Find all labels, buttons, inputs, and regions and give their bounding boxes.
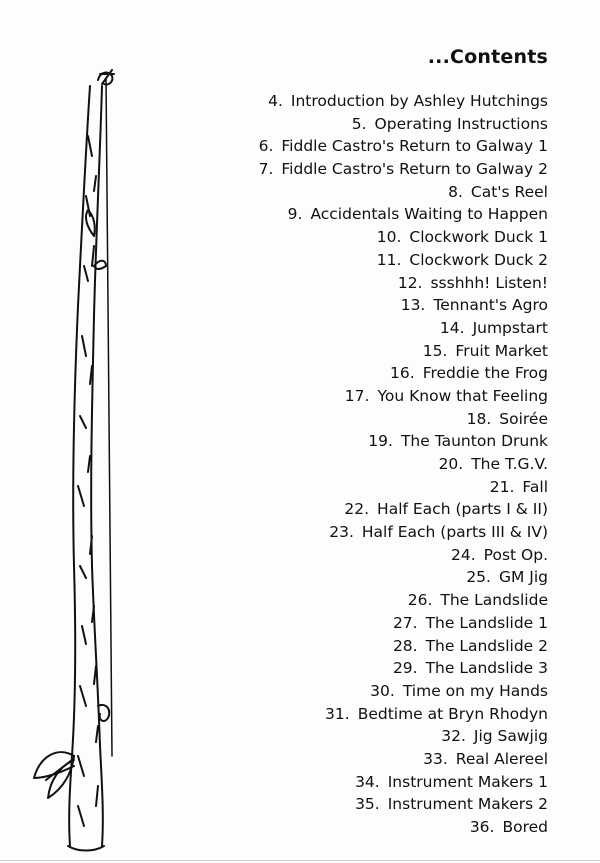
entry-title: Freddie the Frog	[422, 364, 548, 383]
entry-title: Half Each (parts I & II)	[377, 500, 548, 519]
entry-page-number: 29.	[392, 659, 418, 678]
contents-entry	[259, 748, 548, 771]
entry-title: GM Jig	[498, 568, 548, 587]
contents-entry	[259, 816, 548, 839]
entry-page-number: 36.	[469, 818, 495, 836]
entry-page-number: 8.	[448, 182, 463, 201]
entry-page-number: 35.	[355, 795, 380, 814]
contents-entry	[259, 317, 548, 340]
entry-title: The Landslide	[440, 591, 548, 610]
entry-title: ssshhh! Listen!	[430, 273, 548, 292]
entry-title: Instrument Makers 1	[387, 772, 548, 791]
entry-page-number: 9.	[287, 205, 303, 224]
entry-page-number: 7.	[258, 160, 274, 179]
contents-entry	[259, 249, 548, 272]
contents-entry	[259, 226, 548, 249]
contents-entry	[259, 498, 548, 521]
entry-title: Instrument Makers 2	[387, 795, 548, 814]
entry-title: Jumpstart	[472, 318, 548, 337]
entry-title: Post Op.	[483, 545, 548, 564]
contents-entry	[259, 385, 548, 408]
entry-page-number: 12.	[397, 273, 423, 292]
contents-entry	[259, 589, 548, 612]
contents-entry	[259, 476, 548, 499]
entry-title: Operating Instructions	[374, 114, 548, 133]
contents-entry	[259, 158, 548, 181]
entry-title: Introduction by Ashley Hutchings	[290, 92, 548, 110]
entry-page-number: 17.	[344, 386, 370, 405]
contents-entry	[259, 771, 548, 794]
entry-title: The Landslide 3	[425, 659, 548, 678]
entry-title: The Landslide 2	[425, 636, 548, 655]
entry-page-number: 34.	[355, 772, 380, 791]
entry-title: Fall	[522, 477, 548, 496]
entry-title: Soirée	[499, 409, 548, 428]
contents-entry	[259, 362, 548, 385]
entry-page-number: 15.	[422, 341, 448, 360]
contents-entry	[259, 725, 548, 748]
contents-entry	[259, 453, 548, 476]
entry-page-number: 23.	[329, 523, 354, 542]
entry-page-number: 16.	[390, 364, 415, 383]
entry-title: Fiddle Castro's Return to Galway 2	[281, 160, 548, 179]
contents-entry	[259, 113, 548, 136]
entry-page-number: 27.	[392, 613, 418, 632]
entry-title: The Landslide 1	[425, 613, 548, 632]
contents-entry	[259, 294, 548, 317]
contents-entry	[259, 703, 548, 726]
entry-page-number: 13.	[400, 296, 426, 315]
entry-title: Clockwork Duck 1	[409, 228, 548, 247]
contents-entry	[259, 90, 548, 113]
contents-entry	[259, 635, 548, 658]
contents-entry	[259, 521, 548, 544]
entry-page-number: 18.	[466, 409, 492, 428]
entry-title: The T.G.V.	[471, 455, 548, 473]
entry-page-number: 11.	[376, 250, 402, 269]
contents-entry	[259, 181, 548, 204]
contents-entry	[259, 544, 548, 567]
entry-title: Time on my Hands	[402, 681, 548, 700]
entry-title: You Know that Feeling	[377, 386, 548, 405]
entry-title: Real Alereel	[455, 749, 548, 768]
entry-page-number: 6.	[258, 137, 274, 156]
contents-list	[259, 90, 548, 839]
entry-title: The Taunton Drunk	[400, 432, 548, 451]
entry-page-number: 24.	[451, 545, 476, 564]
contents-entry	[259, 408, 548, 431]
entry-title: Cat's Reel	[470, 182, 548, 201]
entry-title: Tennant's Agro	[433, 296, 548, 315]
entry-page-number: 4.	[268, 92, 283, 110]
entry-title: Clockwork Duck 2	[409, 250, 548, 269]
entry-page-number: 28.	[392, 636, 418, 655]
fiddle-bow-sapling-drawing-icon	[28, 66, 138, 856]
entry-title: Bored	[502, 818, 548, 836]
entry-title: Bedtime at Bryn Rhodyn	[357, 704, 548, 723]
entry-page-number: 14.	[439, 318, 465, 337]
contents-entry	[259, 657, 548, 680]
page-title: ...Contents	[427, 46, 548, 68]
entry-title: Fruit Market	[455, 341, 548, 360]
entry-title: Jig Sawjig	[473, 727, 548, 746]
entry-title: Fiddle Castro's Return to Galway 1	[281, 137, 548, 156]
entry-page-number: 19.	[368, 432, 393, 451]
entry-page-number: 30.	[370, 681, 395, 700]
contents-entry	[259, 272, 548, 295]
entry-page-number: 21.	[489, 477, 515, 496]
entry-page-number: 26.	[407, 591, 433, 610]
entry-page-number: 22.	[344, 500, 370, 519]
contents-entry	[259, 793, 548, 816]
entry-page-number: 32.	[441, 727, 466, 746]
contents-entry	[259, 566, 548, 589]
page-bottom-edge	[0, 860, 600, 861]
entry-page-number: 33.	[423, 749, 448, 768]
contents-entry	[259, 680, 548, 703]
contents-entry	[259, 135, 548, 158]
entry-page-number: 31.	[325, 704, 350, 723]
entry-title: Accidentals Waiting to Happen	[310, 205, 548, 224]
entry-page-number: 10.	[376, 228, 402, 247]
contents-entry	[259, 203, 548, 226]
entry-page-number: 25.	[466, 568, 491, 587]
contents-entry	[259, 340, 548, 363]
contents-entry	[259, 612, 548, 635]
entry-page-number: 20.	[438, 455, 464, 473]
entry-title: Half Each (parts III & IV)	[361, 523, 548, 542]
contents-entry	[259, 430, 548, 453]
entry-page-number: 5.	[351, 114, 367, 133]
